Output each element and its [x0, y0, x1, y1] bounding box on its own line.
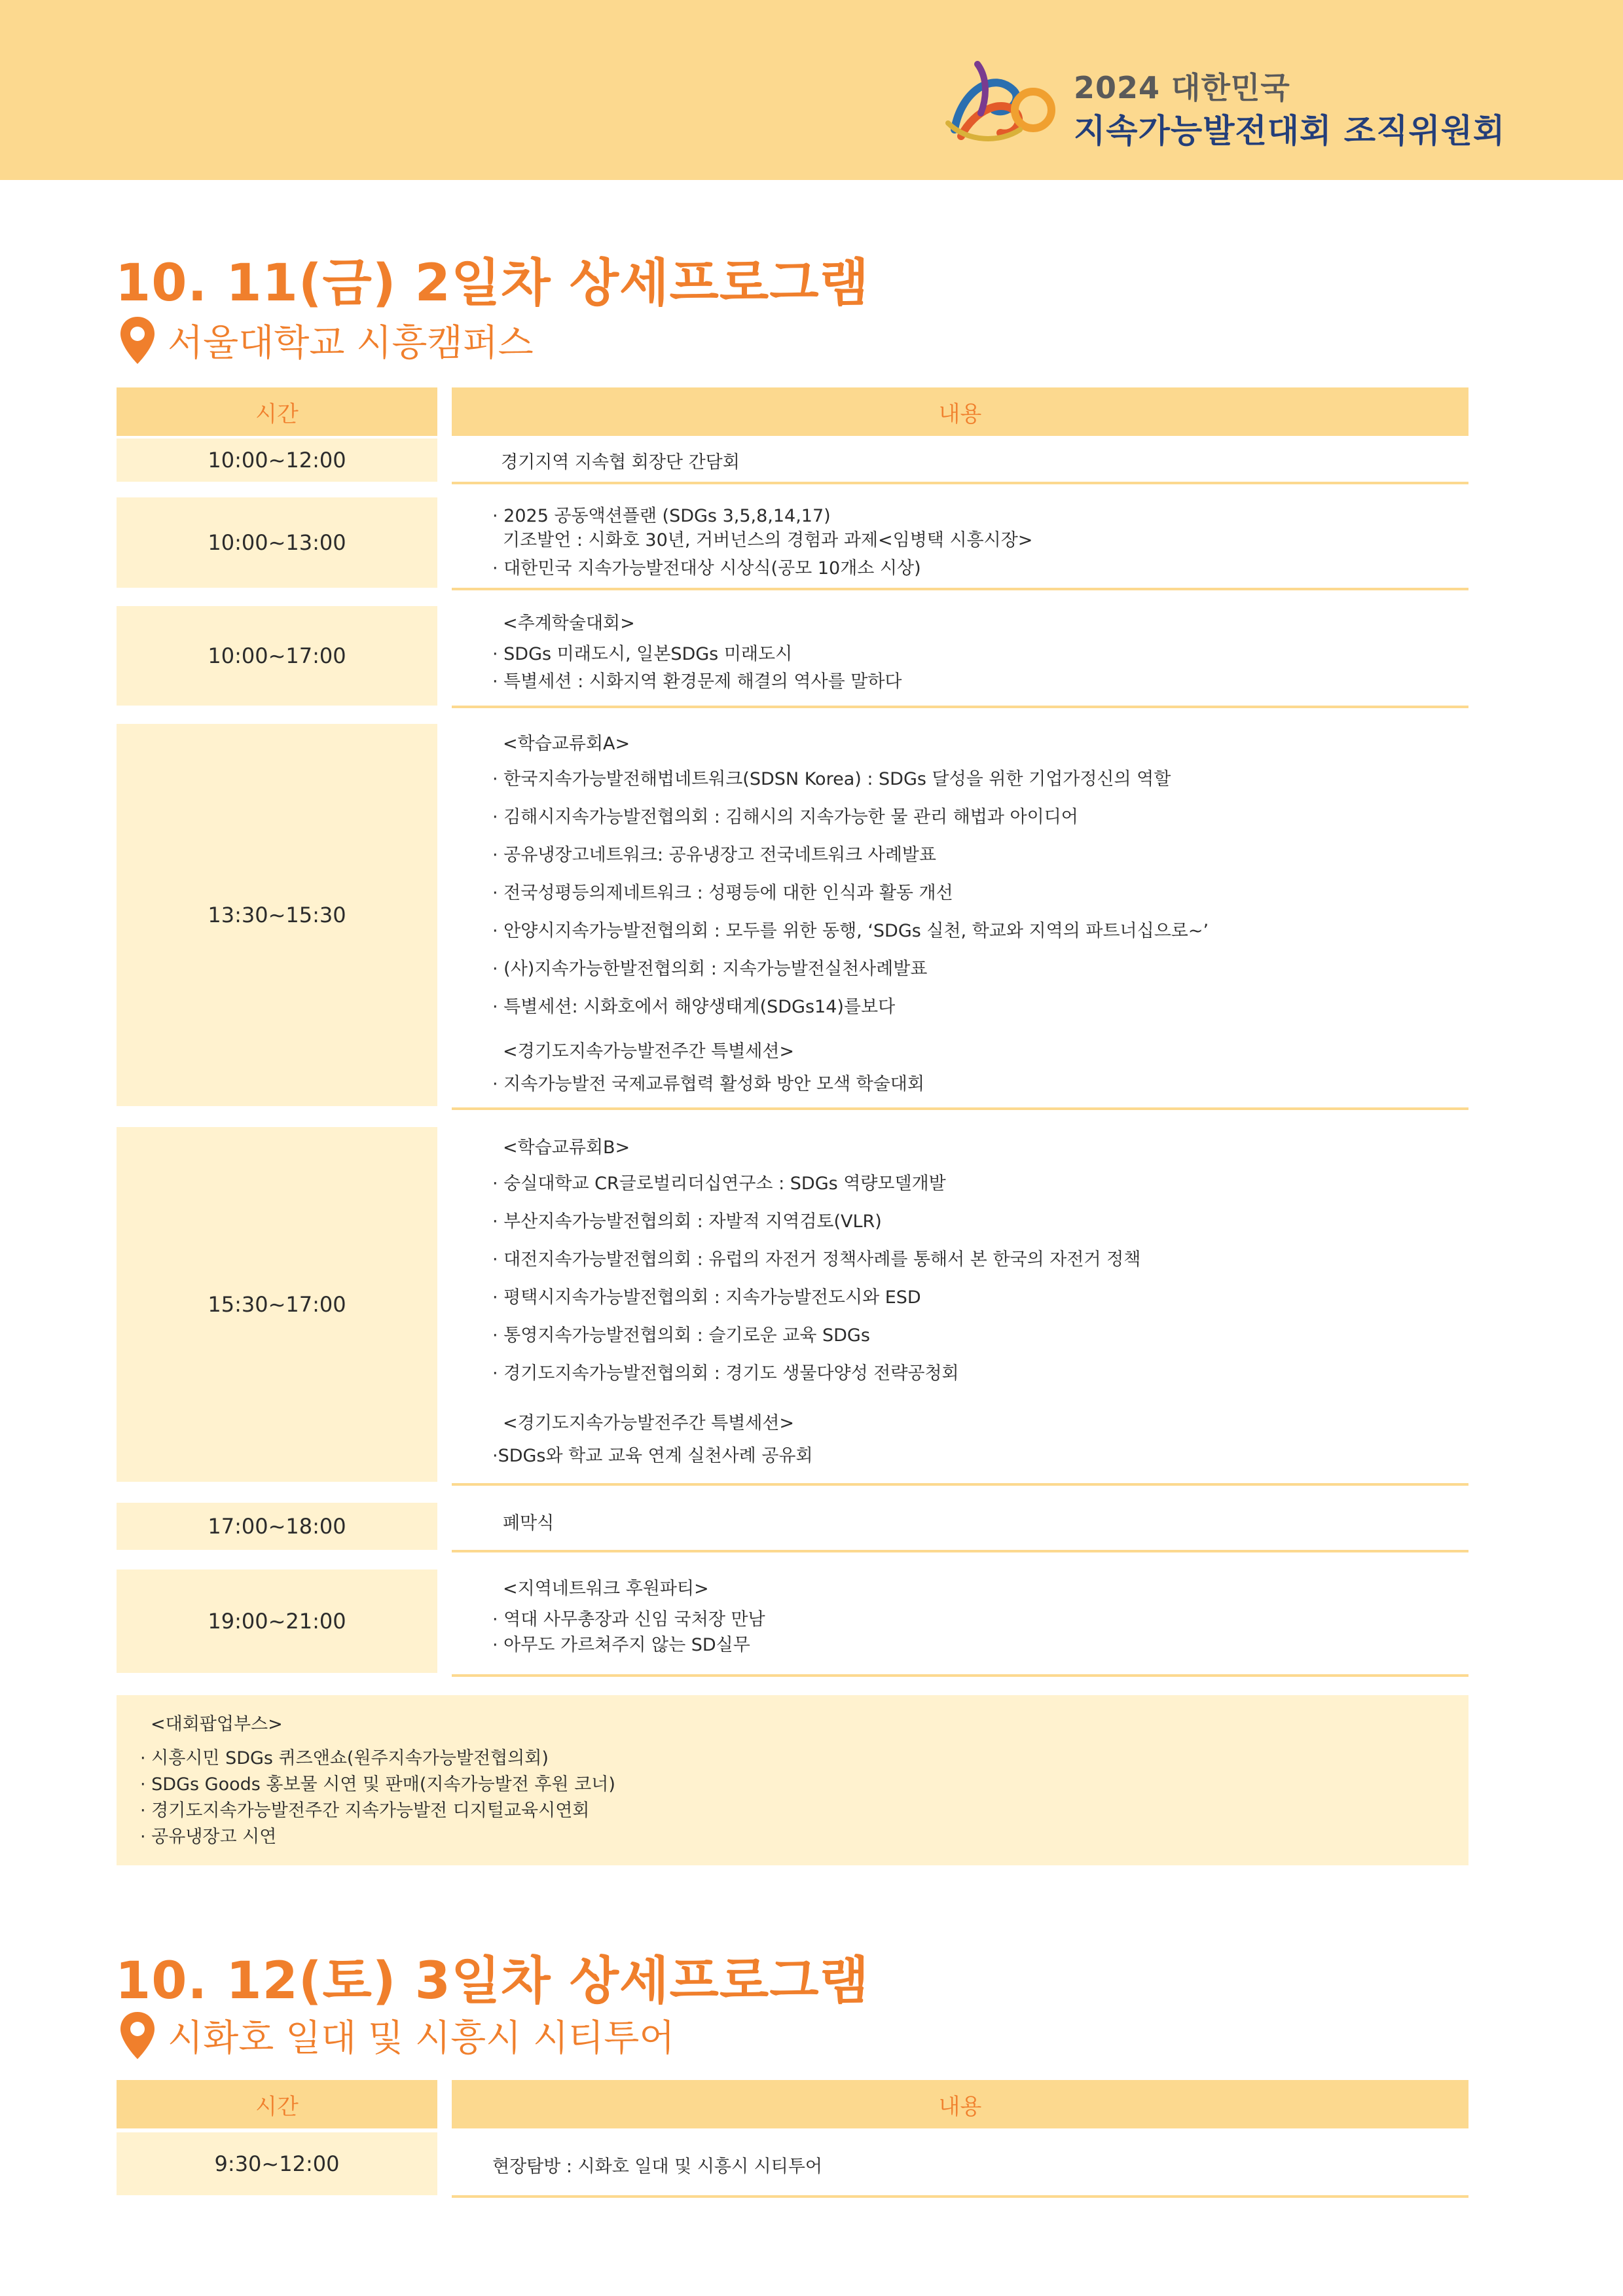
day2-time-cell: 15:30~17:00 [117, 1127, 437, 1482]
day2-location-text: 서울대학교 시흥캠퍼스 [168, 322, 534, 365]
program-line: · 통영지속가능발전협의회 : 슬기로운 교육 SDGs [492, 1325, 870, 1346]
program-line: · 특별세션 : 시화지역 환경문제 해결의 역사를 말하다 [492, 672, 902, 692]
day3-time-cell: 9:30~12:00 [117, 2132, 437, 2195]
program-line: · 대한민국 지속가능발전대상 시상식(공모 10개소 시상) [492, 558, 921, 579]
program-line: · (사)지속가능한발전협의회 : 지속가능발전실천사례발표 [492, 959, 928, 979]
day3-header-time: 시간 [117, 2080, 437, 2128]
day3-location-text: 시화호 일대 및 시흥시 시티투어 [168, 2017, 675, 2060]
day2-title: 10. 11(금) 2일차 상세프로그램 [115, 254, 869, 313]
program-line: · 부산지속가능발전협의회 : 자발적 지역검토(VLR) [492, 1211, 882, 1232]
program-line: · 아무도 가르쳐주지 않는 SD실무 [492, 1635, 750, 1655]
conference-logo-icon [941, 51, 1059, 149]
program-line: · 평택시지속가능발전협의회 : 지속가능발전도시와 ESD [492, 1287, 921, 1308]
booth-line: · 공유냉장고 시연 [140, 1827, 277, 1847]
program-line: <경기도지속가능발전주간 특별세션> [503, 1041, 795, 1062]
day2-time-cell: 10:00~12:00 [117, 439, 437, 482]
program-line: <추계학술대회> [503, 613, 635, 634]
day2-time-cell: 17:00~18:00 [117, 1503, 437, 1550]
day3-location [118, 2009, 674, 2062]
program-line: · 공유냉장고네트워크: 공유냉장고 전국네트워크 사례발표 [492, 845, 936, 865]
location-pin-icon [118, 2009, 157, 2062]
program-line: 경기지역 지속협 회장단 간담회 [501, 452, 740, 473]
program-line: 폐막식 [503, 1513, 555, 1534]
program-line: · 경기도지속가능발전협의회 : 경기도 생물다양성 전략공청회 [492, 1363, 959, 1384]
day2-time-cell: 19:00~21:00 [117, 1570, 437, 1673]
program-line: <경기도지속가능발전주간 특별세션> [503, 1413, 795, 1433]
location-pin-icon [118, 314, 157, 367]
day2-header-content: 내용 [452, 387, 1468, 436]
logo-line2: 지속가능발전대회 조직위원회 [1074, 112, 1506, 150]
program-line: · 역대 사무총장과 신임 국처장 만남 [492, 1609, 765, 1630]
program-line: · 대전지속가능발전협의회 : 유럽의 자전거 정책사례를 통해서 본 한국의 자전거 정책 [492, 1249, 1141, 1270]
page-header [0, 0, 1623, 180]
day3-title: 10. 12(토) 3일차 상세프로그램 [115, 1952, 869, 2011]
day2-time-cell: 13:30~15:30 [117, 724, 437, 1106]
program-line: · 2025 공동액션플랜 (SDGs 3,5,8,14,17) [492, 506, 831, 526]
day3-header-content: 내용 [452, 2080, 1468, 2128]
program-line: <학습교류회A> [503, 734, 630, 754]
booth-line: · 경기도지속가능발전주간 지속가능발전 디지털교육시연회 [140, 1801, 590, 1821]
day2-header-time: 시간 [117, 387, 437, 436]
logo-line1: 2024 대한민국 [1074, 70, 1290, 105]
program-line: · 전국성평등의제네트워크 : 성평등에 대한 인식과 활동 개선 [492, 883, 953, 903]
program-line: · 지속가능발전 국제교류협력 활성화 방안 모색 학술대회 [492, 1074, 924, 1094]
day2-time-cell: 10:00~17:00 [117, 606, 437, 706]
booth-line: · SDGs Goods 홍보물 시연 및 판매(지속가능발전 후원 코너) [140, 1774, 615, 1795]
booth-title: <대회팝업부스> [151, 1714, 283, 1734]
program-line: 현장탐방 : 시화호 일대 및 시흥시 시티투어 [492, 2157, 822, 2177]
program-line: · 한국지속가능발전해법네트워크(SDSN Korea) : SDGs 달성을 위한 기업가정신의 역할 [492, 769, 1171, 789]
program-line: <지역네트워크 후원파티> [503, 1579, 709, 1599]
program-line: 기조발언 : 시화호 30년, 거버넌스의 경험과 과제<임병택 시흥시장> [503, 530, 1033, 550]
program-line: · 숭실대학교 CR글로벌리더십연구소 : SDGs 역량모델개발 [492, 1174, 946, 1194]
day2-time-cell: 10:00~13:00 [117, 497, 437, 588]
day2-location [118, 314, 534, 367]
booth-line: · 시흥시민 SDGs 퀴즈앤쇼(원주지속가능발전협의회) [140, 1748, 549, 1768]
program-line: · SDGs 미래도시, 일본SDGs 미래도시 [492, 644, 793, 664]
day2-content-cell [452, 1494, 1468, 1552]
program-line: ·SDGs와 학교 교육 연계 실천사례 공유회 [492, 1446, 813, 1466]
program-line: <학습교류회B> [503, 1138, 630, 1158]
program-line: · 안양시지속가능발전협의회 : 모두를 위한 동행, ‘SDGs 실천, 학교와 지역의 파트너십으로~’ [492, 921, 1209, 941]
program-line: · 김해시지속가능발전협의회 : 김해시의 지속가능한 물 관리 해법과 아이디어 [492, 807, 1078, 827]
program-line: · 특별세션: 시화호에서 해양생태계(SDGs14)를보다 [492, 997, 896, 1017]
